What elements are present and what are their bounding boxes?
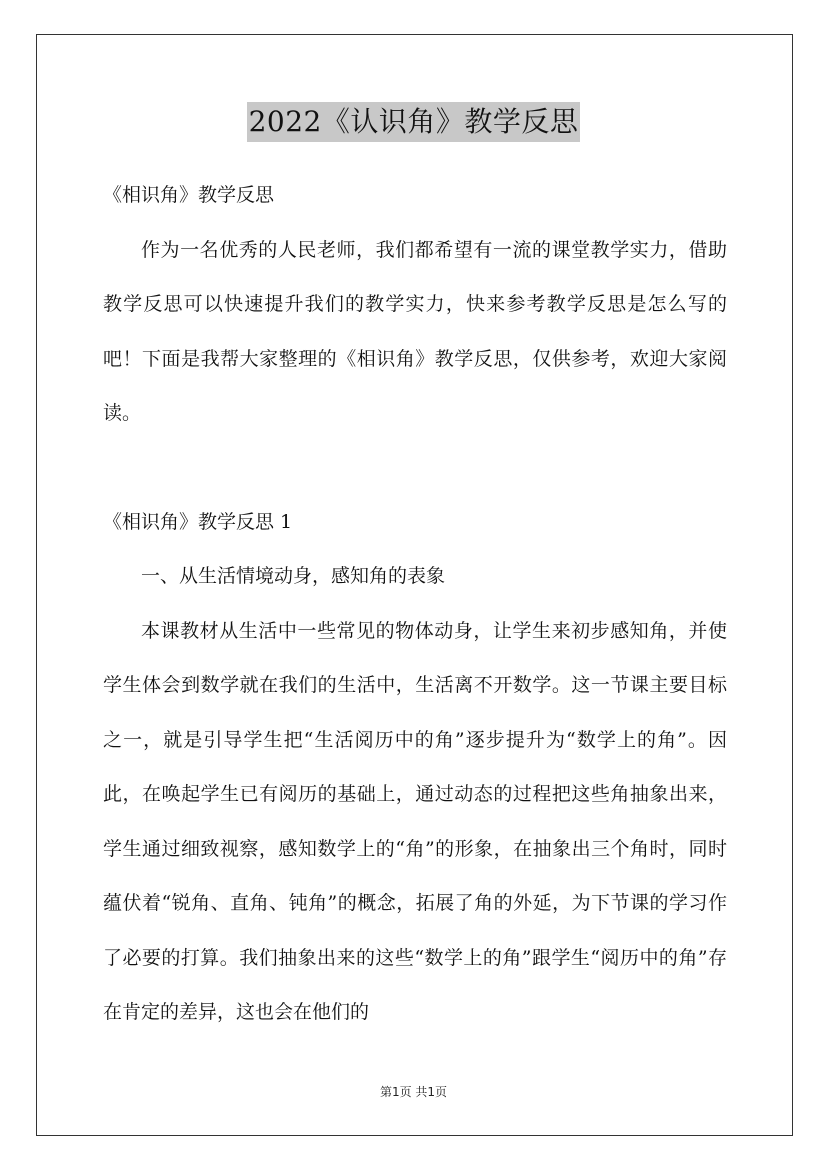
paragraph-gap: [103, 441, 727, 495]
page-footer: 第1页 共1页: [379, 1085, 448, 1099]
document-title: 2022《认识角》教学反思: [247, 102, 581, 142]
section-heading: 《相识角》教学反思 1: [103, 510, 293, 533]
section-body-paragraph: 本课教材从生活中一些常见的物体动身，让学生来初步感知角，并使学生体会到数学就在我们的生活中，生活离不开数学。这一节课主要目标之一，就是引导学生把“生活阅历中的角”逐步提升为“数学上的角”。因此，在唤起学生已有阅历的基础上，通过动态的过程把这些角抽象出来，学生通过细致视察，感知数学上的“角”的形象，在抽象出三个角时，同时蕴伏着“锐角、直角、钝角”的概念，拓展了角的外延，为下节课的学习作了必要的打算。我们抽象出来的这些“数学上的角”跟学生“阅历中的角”存在肯定的差异，这也会在他们的: [103, 619, 727, 1023]
subtitle: 《相识角》教学反思: [103, 184, 275, 206]
intro-paragraph: 作为一名优秀的人民老师，我们都希望有一流的课堂教学实力，借助教学反思可以快速提升我们的教学实力，快来参考教学反思是怎么写的吧！下面是我帮大家整理的《相识角》教学反思，仅供参考，欢迎大家阅读。: [103, 238, 727, 424]
document-body: [103, 168, 727, 1040]
title-container: [0, 102, 827, 142]
section-point-heading: 一、从生活情境动身，感知角的表象: [141, 565, 446, 587]
